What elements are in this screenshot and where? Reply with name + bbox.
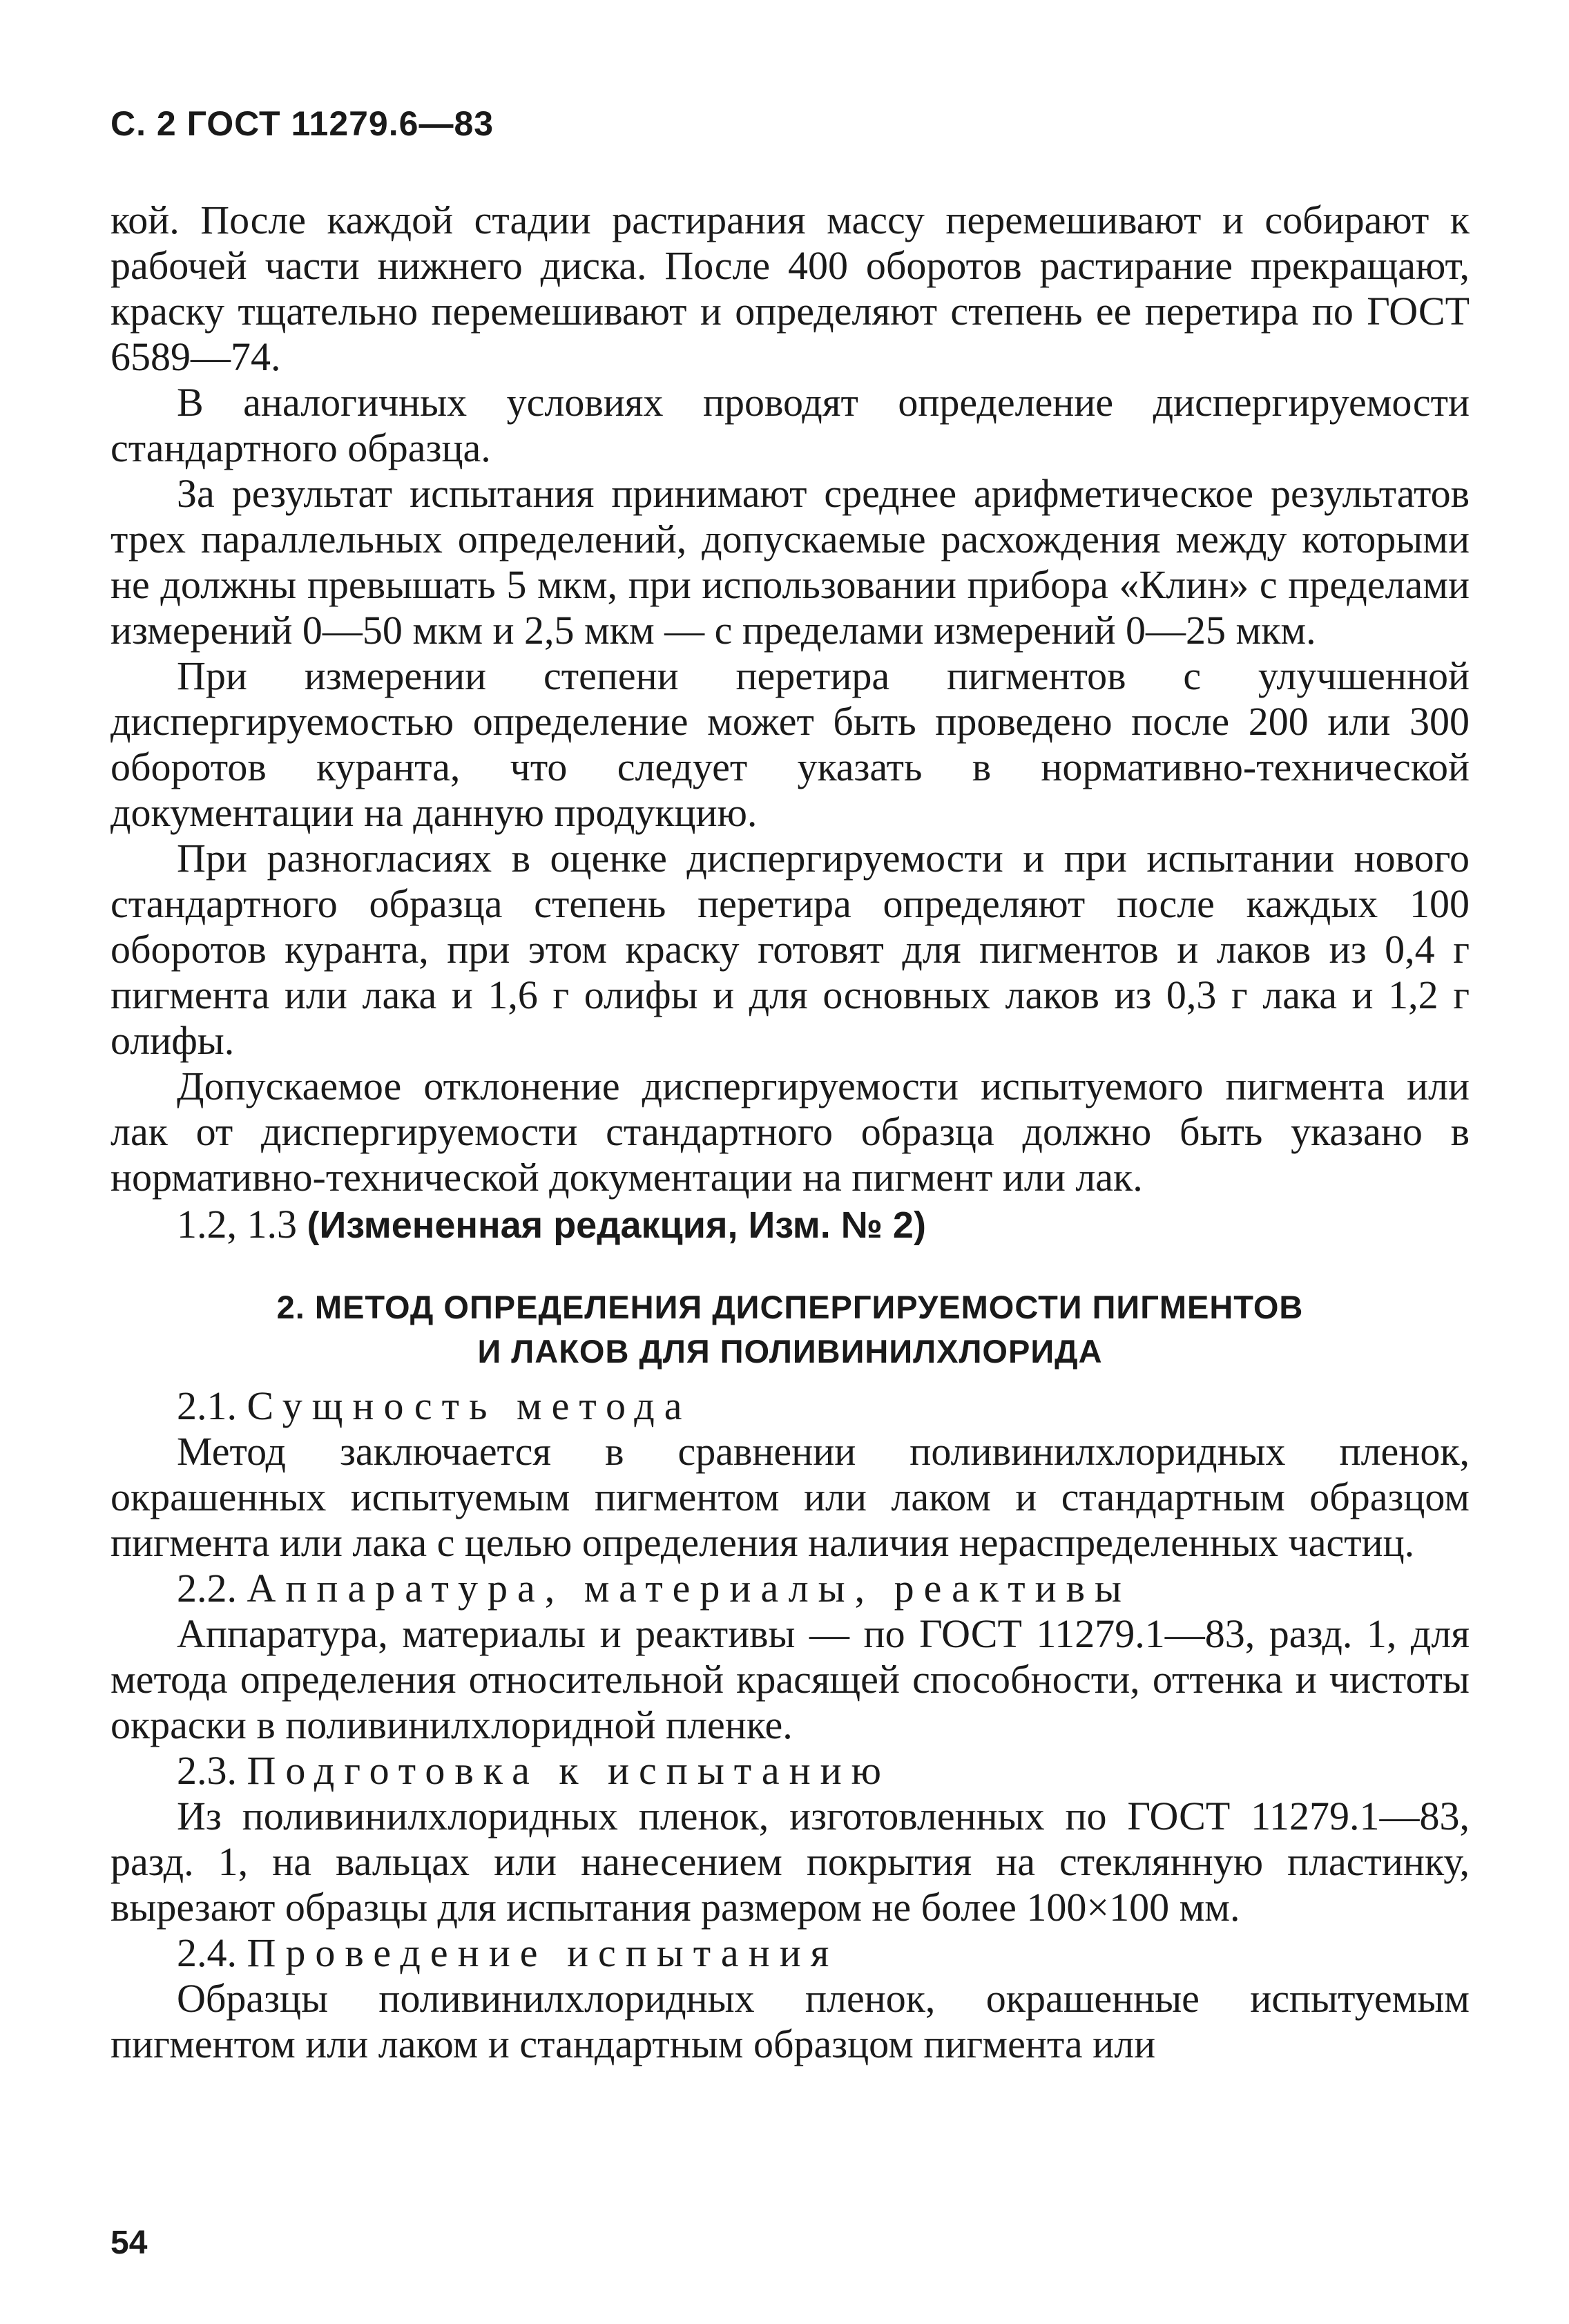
subsection-title: Проведение испытания	[247, 1930, 839, 1975]
amendment-note: (Измененная редакция, Изм. № 2)	[307, 1204, 926, 1246]
subsection-2-2-heading	[110, 1566, 1470, 1611]
subsection-title: Аппаратура, материалы, реактивы	[247, 1566, 1131, 1611]
paragraph-standard-sample: В аналогичных условиях проводят определение диспергируемости стандартного образца.	[110, 380, 1470, 470]
subsection-2-3-heading	[110, 1748, 1470, 1794]
subsection-number: 2.1.	[177, 1383, 237, 1428]
paragraph-allowed-deviation: Допускаемое отклонение диспергируемости испытуемого пигмента или лак от диспергируемости стандартного образца должно быть указано в нормативно-технической документации на пигмент или лак.	[110, 1064, 1470, 1200]
amendment-numbers: 1.2, 1.3	[177, 1202, 297, 1247]
section-2-title-line1: 2. МЕТОД ОПРЕДЕЛЕНИЯ ДИСПЕРГИРУЕМОСТИ ПИГМЕНТОВ	[276, 1289, 1304, 1325]
subsection-number: 2.3.	[177, 1748, 237, 1793]
section-2-title	[110, 1285, 1470, 1374]
subsection-2-4-text: Образцы поливинилхлоридных пленок, окрашенные испытуемым пигментом или лаком и стандартным образцом пигмента или	[110, 1976, 1470, 2066]
paragraph-test-result: За результат испытания принимают среднее арифметическое результатов трех параллельных определений, допускаемые расхождения между которыми не должны превышать 5 мкм, при использовании прибора «Клин» с пределами измерений 0—50 мкм и 2,5 мкм — с пределами измерений 0—25 мкм.	[110, 471, 1470, 653]
subsection-2-1-text: Метод заключается в сравнении поливинилхлоридных пленок, окрашенных испытуемым пигментом или лаком и стандартным образцом пигмента или лака с целью определения наличия нераспределенных частиц.	[110, 1429, 1470, 1565]
document-page	[110, 104, 1470, 2067]
subsection-2-1-heading	[110, 1383, 1470, 1429]
page-number: 54	[110, 2225, 148, 2261]
subsection-2-2-text: Аппаратура, материалы и реактивы — по ГОСТ 11279.1—83, разд. 1, для метода определения относительной красящей способности, оттенка и чистоты окраски в поливинилхлоридной пленке.	[110, 1611, 1470, 1747]
page-header: С. 2 ГОСТ 11279.6—83	[110, 104, 494, 143]
paragraph-disagreements: При разногласиях в оценке диспергируемости и при испытании нового стандартного образца степень перетира определяют после каждых 100 оборотов куранта, при этом краску готовят для пигментов и лаков из 0,4 г пигмента или лака и 1,6 г олифы и для основных лаков из 0,3 г лака и 1,2 г олифы.	[110, 836, 1470, 1063]
subsection-2-4-heading	[110, 1930, 1470, 1976]
subsection-title: Сущность метода	[247, 1383, 692, 1428]
amendment-reference	[110, 1202, 1470, 1248]
subsection-2-3-text: Из поливинилхлоридных пленок, изготовленных по ГОСТ 11279.1—83, разд. 1, на вальцах или нанесением покрытия на стеклянную пластинку, вырезают образцы для испытания размером не более 100×100 мм.	[110, 1794, 1470, 1930]
section-2-title-line2: И ЛАКОВ ДЛЯ ПОЛИВИНИЛХЛОРИДА	[477, 1333, 1103, 1370]
paragraph-continuation: кой. После каждой стадии растирания массу перемешивают и собирают к рабочей части нижнего диска. После 400 оборотов растирание прекращают, краску тщательно перемешивают и определяют степень ее перетира по ГОСТ 6589—74.	[110, 198, 1470, 379]
paragraph-improved-dispersibility: При измерении степени перетира пигментов с улучшенной диспергируемостью определение может быть проведено после 200 или 300 оборотов куранта, что следует указать в нормативно-технической документации на данную продукцию.	[110, 653, 1470, 835]
subsection-title: Подготовка к испытанию	[247, 1748, 891, 1793]
subsection-number: 2.2.	[177, 1566, 237, 1611]
subsection-number: 2.4.	[177, 1930, 237, 1975]
